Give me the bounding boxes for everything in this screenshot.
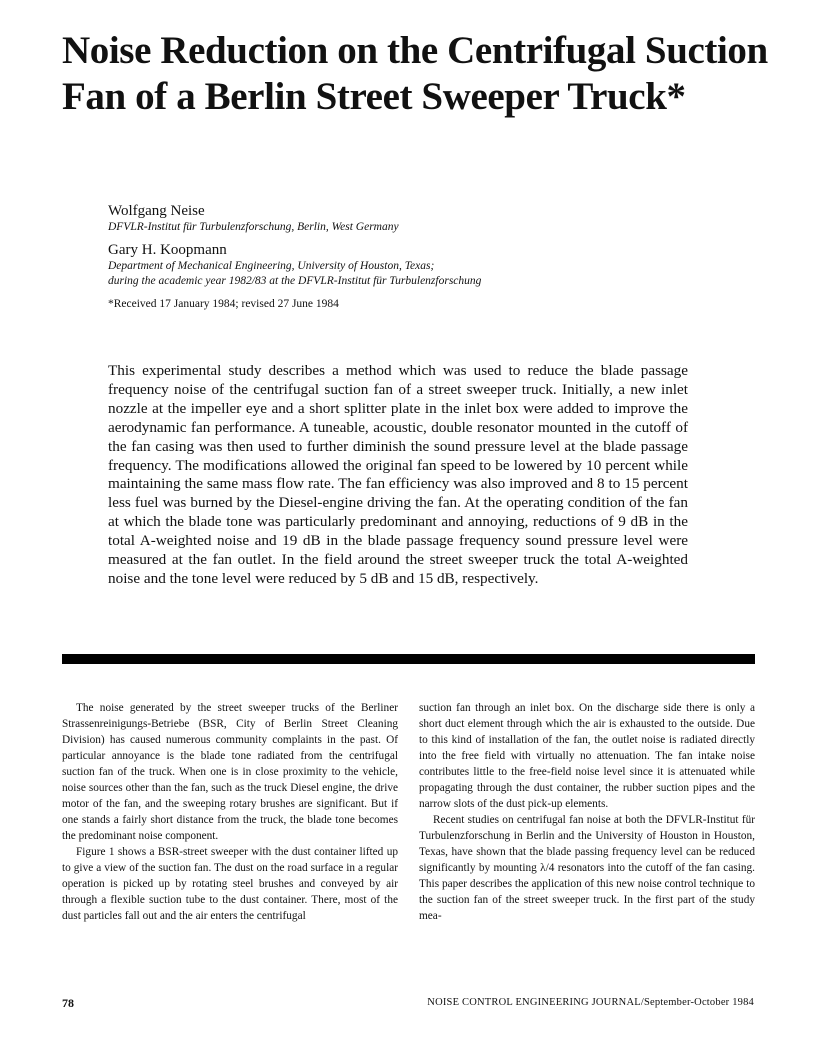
author-affiliation: DFVLR-Institut für Turbulenzforschung, Berlin, West Germany <box>108 221 399 233</box>
body-paragraph: The noise generated by the street sweeper trucks of the Berliner Strassenreinigungs-Betriebe (BSR, City of Berlin Street Cleaning Division) has caused numerous community complaints in the past. Of particular annoyance is the blade tone radiated from the centrifugal suction fan of the truck. When one is in close proximity to the vehicle, noise sources other than the fan, such as the truck Diesel engine, the drive motor of the fan, and the sweeping rotary brushes are significant. But if one stands a fairly short distance from the truck, the blade tone becomes the predominant noise component. <box>62 702 398 842</box>
author-name: Wolfgang Neise <box>108 203 205 219</box>
paper-title: Noise Reduction on the Centrifugal Suction Fan of a Berlin Street Sweeper Truck* <box>62 29 768 118</box>
author-affiliation-note: during the academic year 1982/83 at the DFVLR-Institut für Turbulenzforschung <box>108 275 482 287</box>
author-section <box>108 202 758 311</box>
body-paragraph: Recent studies on centrifugal fan noise at both the DFVLR-Institut für Turbulenzforschung in Berlin and the University of Houston in Houston, Texas, have shown that the blade passing frequency level can be reduced significantly by mounting λ/4 resonators into the cutoff of the fan casing. This paper describes the application of this new noise control technique to the suction fan of the street sweeper truck. In the first part of the study mea- <box>419 814 755 922</box>
page-number: 78 <box>62 996 74 1010</box>
body-column-left <box>62 700 398 924</box>
abstract: This experimental study describes a method which was used to reduce the blade passage frequency noise of the centrifugal suction fan of a street sweeper truck. Initially, a new inlet nozzle at the impeller eye and a short splitter plate in the inlet box were added to improve the aerodynamic fan performance. A tuneable, acoustic, double resonator mounted in the cutoff of the fan casing was then used to further diminish the sound pressure level at the blade passage frequency. The modifications allowed the original fan speed to be lowered by 10 percent while maintaining the same mass flow rate. The fan efficiency was also improved and 8 to 15 percent less fuel was burned by the Diesel-engine driving the fan. At the operating condition of the fan at which the blade tone was particularly predominant and annoying, reductions of 9 dB in the total A-weighted noise and 19 dB in the blade passage frequency sound pressure level were measured at the fan outlet. In the field around the street sweeper truck the total A-weighted noise and the tone level were reduced by 5 dB and 15 dB, respectively. <box>108 362 688 587</box>
journal-footer: NOISE CONTROL ENGINEERING JOURNAL/September-October 1984 <box>427 997 754 1008</box>
received-note: *Received 17 January 1984; revised 27 June 1984 <box>108 298 339 310</box>
section-divider <box>62 654 755 664</box>
author-1 <box>108 202 758 235</box>
author-name: Gary H. Koopmann <box>108 242 227 258</box>
author-affiliation: Department of Mechanical Engineering, University of Houston, Texas; <box>108 260 435 272</box>
body-paragraph: Figure 1 shows a BSR-street sweeper with the dust container lifted up to give a view of the suction fan. The dust on the road surface in a regular operation is picked up by rotating steel brushes and conveyed by air through a flexible suction tube to the dust container. There, most of the dust particles fall out and the air enters the centrifugal <box>62 846 398 922</box>
author-2 <box>108 241 758 289</box>
body-column-right <box>419 700 755 924</box>
body-paragraph: suction fan through an inlet box. On the discharge side there is only a short duct element through which the air is exhausted to the outside. Due to this kind of installation of the fan, the outlet noise is radiated directly into the free field with virtually no attenuation. The fan intake noise contributes little to the free-field noise level since it is attenuated while propagating through the dust container, the rubber suction pipes and the narrow slots of the dust pick-up elements. <box>419 702 755 810</box>
